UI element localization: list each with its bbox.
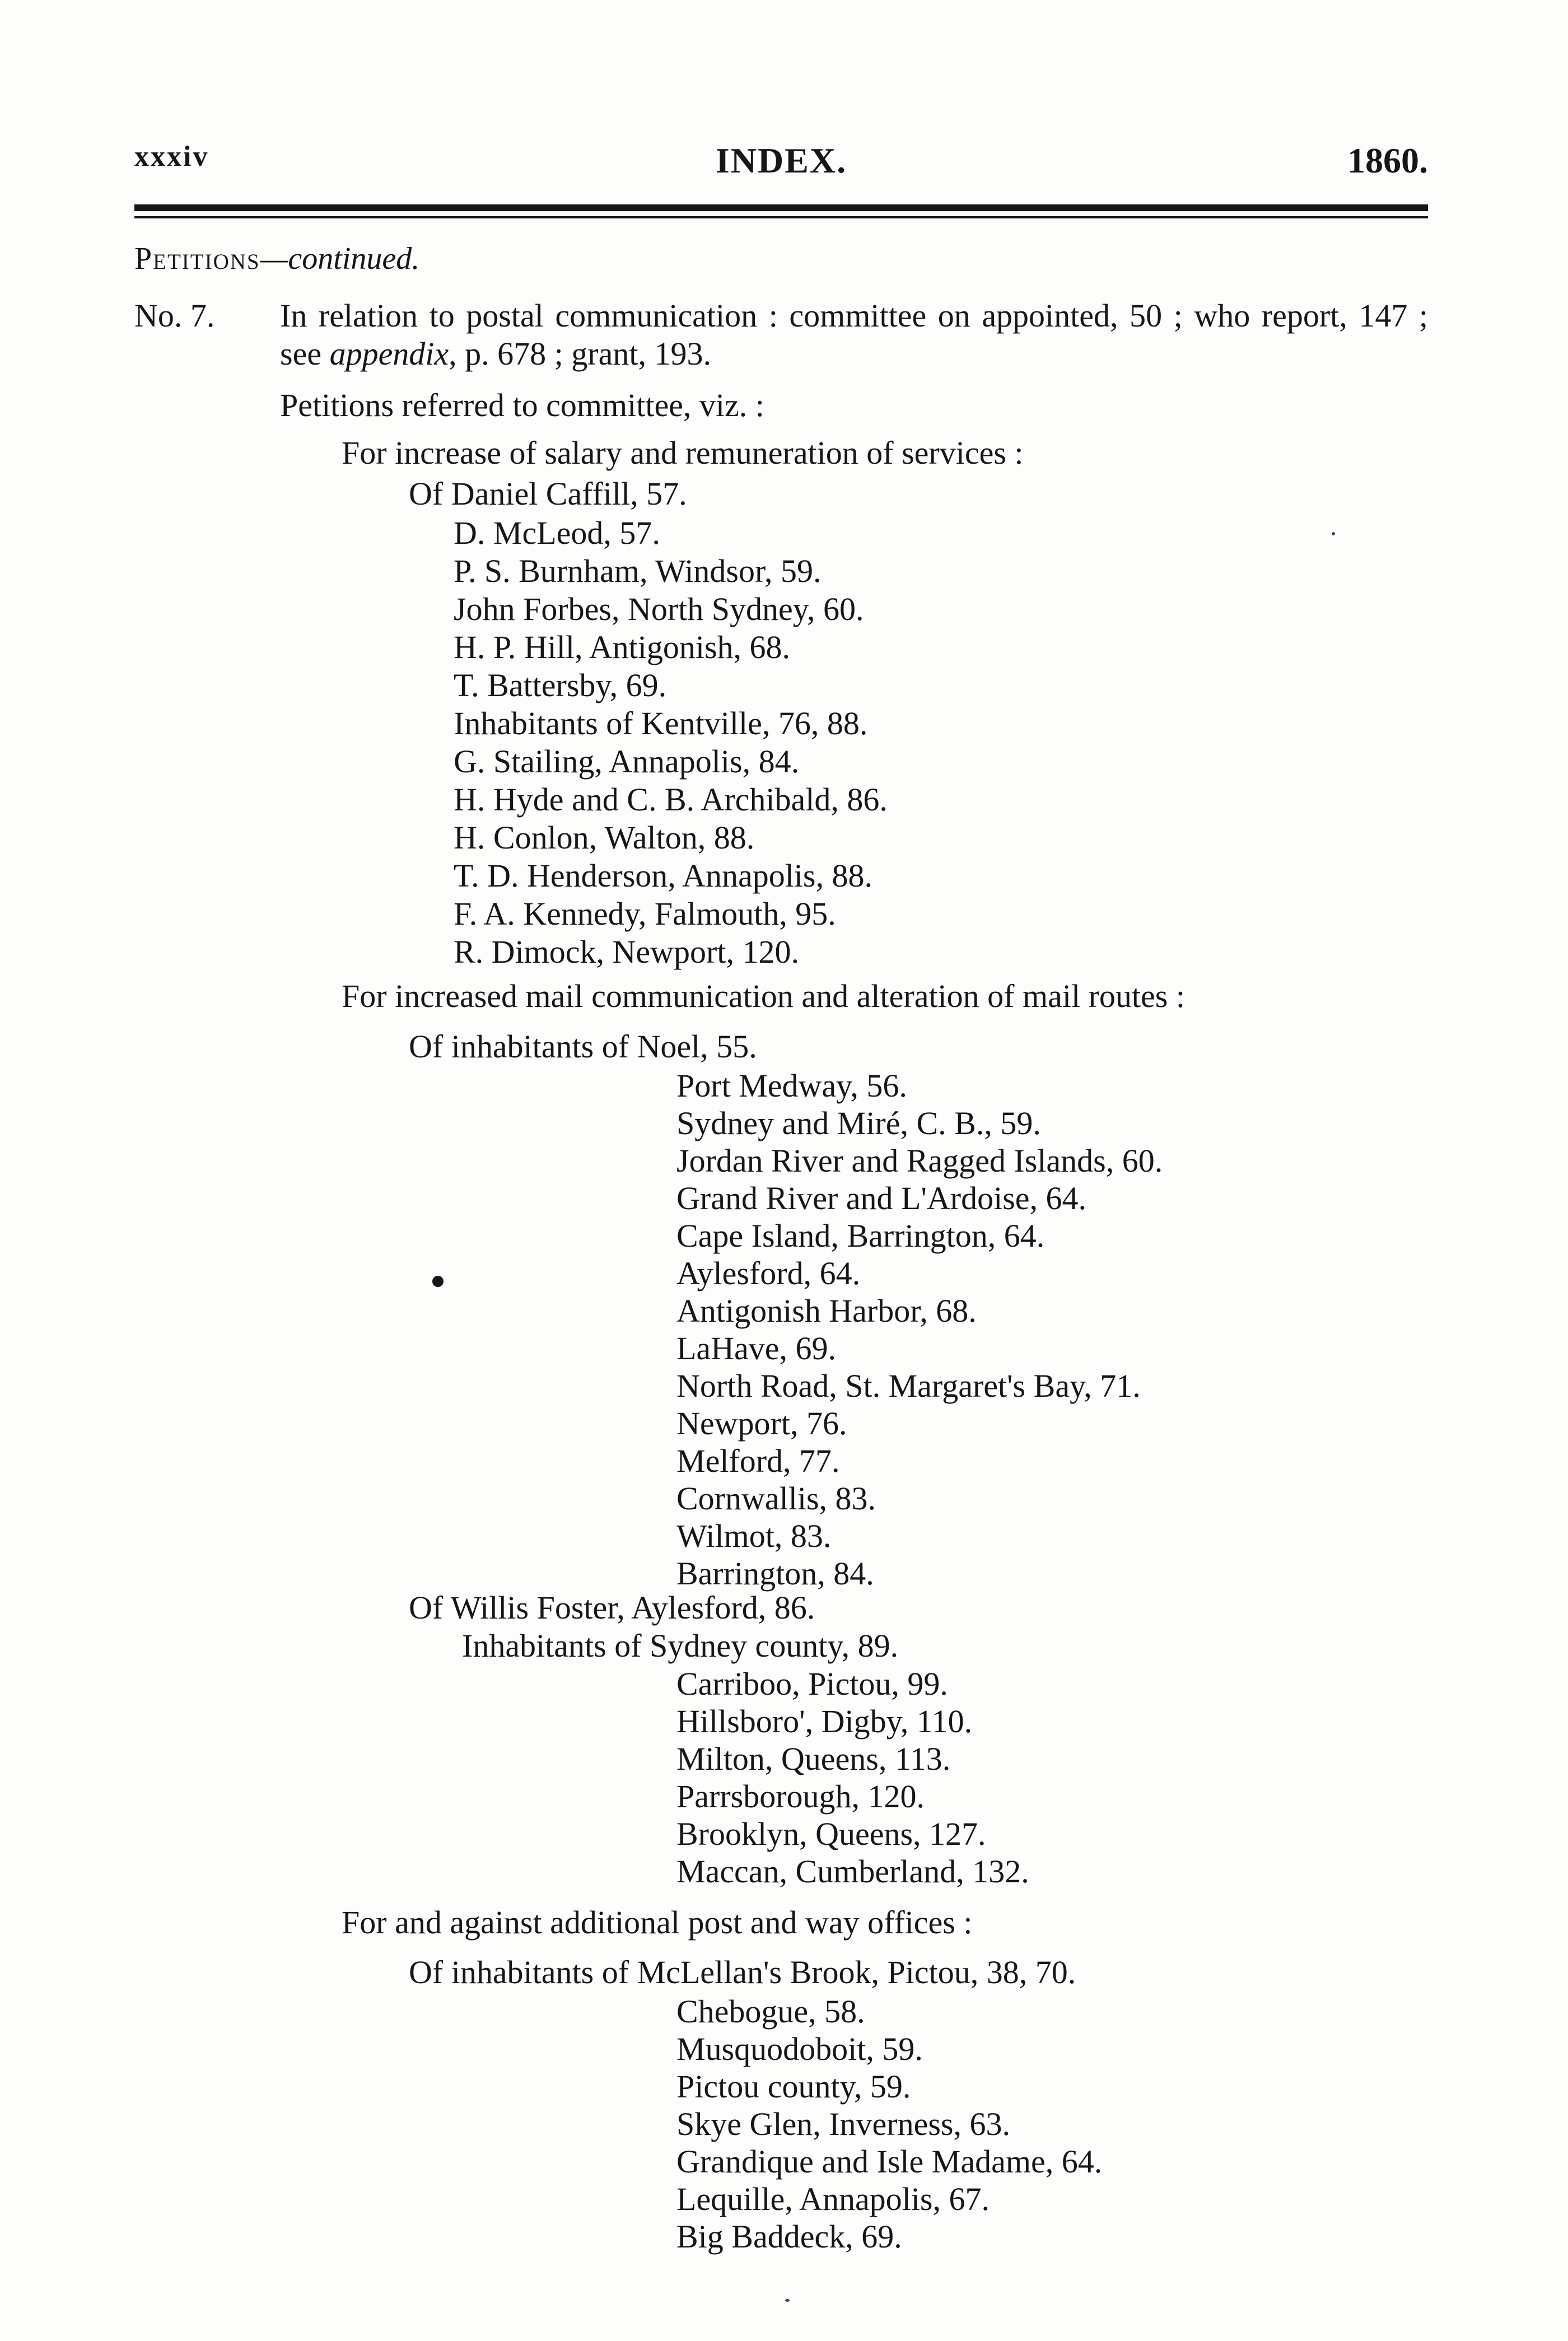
index-entry: Grand River and L'Ardoise, 64. bbox=[676, 1180, 1087, 1216]
index-entry: Parrsborough, 120. bbox=[676, 1778, 925, 1815]
index-entry: Wilmot, 83. bbox=[676, 1518, 832, 1554]
index-entry: Milton, Queens, 113. bbox=[676, 1741, 951, 1777]
roman-page-number: xxxiv bbox=[134, 141, 209, 172]
index-entry: H. Hyde and C. B. Archibald, 86. bbox=[454, 781, 888, 818]
mail-willis-entry: Of Willis Foster, Aylesford, 86. bbox=[409, 1589, 815, 1626]
index-entry: Inhabitants of Kentville, 76, 88. bbox=[454, 705, 868, 742]
index-entry: Lequille, Annapolis, 67. bbox=[676, 2181, 990, 2217]
index-entry: Musquodoboit, 59. bbox=[676, 2031, 923, 2067]
page-title: INDEX. bbox=[715, 141, 847, 180]
year: 1860. bbox=[1347, 141, 1428, 180]
index-entry: Grandique and Isle Madame, 64. bbox=[676, 2143, 1103, 2180]
stray-dot bbox=[432, 1276, 444, 1287]
index-entry: Jordan River and Ragged Islands, 60. bbox=[676, 1142, 1163, 1179]
item-appendix: appendix bbox=[329, 335, 449, 372]
header-rule-thick bbox=[134, 204, 1428, 211]
index-entry: Maccan, Cumberland, 132. bbox=[676, 1853, 1029, 1890]
index-entry: F. A. Kennedy, Falmouth, 95. bbox=[454, 896, 836, 932]
index-entry: Antigonish Harbor, 68. bbox=[676, 1293, 977, 1329]
salary-first-entry: Of Daniel Caffill, 57. bbox=[409, 475, 687, 512]
post-lead-entry: Of inhabitants of McLellan's Brook, Pictou, 38, 70. bbox=[409, 1954, 1076, 1990]
index-entry: North Road, St. Margaret's Bay, 71. bbox=[676, 1368, 1141, 1404]
index-entry: Big Baddeck, 69. bbox=[676, 2218, 902, 2255]
item-number: No. 7. bbox=[134, 297, 215, 334]
salary-heading: For increase of salary and remuneration of services : bbox=[342, 435, 1024, 471]
index-entry: John Forbes, North Sydney, 60. bbox=[454, 591, 864, 627]
index-entry: D. McLeod, 57. bbox=[454, 515, 660, 551]
petitions-referred: Petitions referred to committee, viz. : bbox=[280, 387, 764, 423]
section-heading bbox=[134, 241, 419, 277]
index-entry: Chebogue, 58. bbox=[676, 1993, 865, 2030]
index-entry: Hillsboro', Digby, 110. bbox=[676, 1703, 973, 1740]
index-entry: Aylesford, 64. bbox=[676, 1255, 861, 1291]
index-entry: G. Stailing, Annapolis, 84. bbox=[454, 743, 800, 780]
index-entry: T. Battersby, 69. bbox=[454, 667, 667, 703]
page-header bbox=[134, 140, 1428, 190]
index-entry: Cornwallis, 83. bbox=[676, 1480, 876, 1517]
index-entry: Brooklyn, Queens, 127. bbox=[676, 1816, 986, 1852]
item-description bbox=[280, 297, 1428, 373]
index-entry: Carriboo, Pictou, 99. bbox=[676, 1666, 948, 1702]
mail-heading: For increased mail communication and alteration of mail routes : bbox=[342, 978, 1185, 1014]
index-entry: H. P. Hill, Antigonish, 68. bbox=[454, 629, 791, 665]
index-entry: Pictou county, 59. bbox=[676, 2068, 911, 2105]
item-text-part-1: In relation to postal communication : committee on appointed, 50 ; who report, 147 ; see bbox=[280, 297, 1428, 372]
speck bbox=[785, 2299, 790, 2302]
index-entry: LaHave, 69. bbox=[676, 1330, 837, 1367]
index-entry: P. S. Burnham, Windsor, 59. bbox=[454, 553, 822, 589]
item-text-part-2: , p. 678 ; grant, 193. bbox=[449, 335, 711, 372]
index-entry: Barrington, 84. bbox=[676, 1555, 874, 1592]
section-continued: —continued. bbox=[260, 241, 420, 276]
mail-lead-entry: Of inhabitants of Noel, 55. bbox=[409, 1028, 757, 1065]
index-entry: Port Medway, 56. bbox=[676, 1067, 907, 1104]
index-entry: Sydney and Miré, C. B., 59. bbox=[676, 1105, 1041, 1141]
index-entry: H. Conlon, Walton, 88. bbox=[454, 819, 755, 856]
speck bbox=[1332, 532, 1335, 535]
index-entry: Newport, 76. bbox=[676, 1405, 847, 1442]
index-entry: Cape Island, Barrington, 64. bbox=[676, 1218, 1045, 1254]
section-title: Petitions bbox=[134, 241, 260, 276]
mail-inhabitants-entry: Inhabitants of Sydney county, 89. bbox=[462, 1627, 899, 1664]
index-entry: Skye Glen, Inverness, 63. bbox=[676, 2106, 1011, 2142]
index-entry: R. Dimock, Newport, 120. bbox=[454, 934, 799, 970]
index-entry: T. D. Henderson, Annapolis, 88. bbox=[454, 857, 872, 894]
post-heading: For and against additional post and way offices : bbox=[342, 1904, 973, 1941]
header-rule-thin bbox=[134, 216, 1428, 218]
index-entry: Melford, 77. bbox=[676, 1443, 840, 1479]
